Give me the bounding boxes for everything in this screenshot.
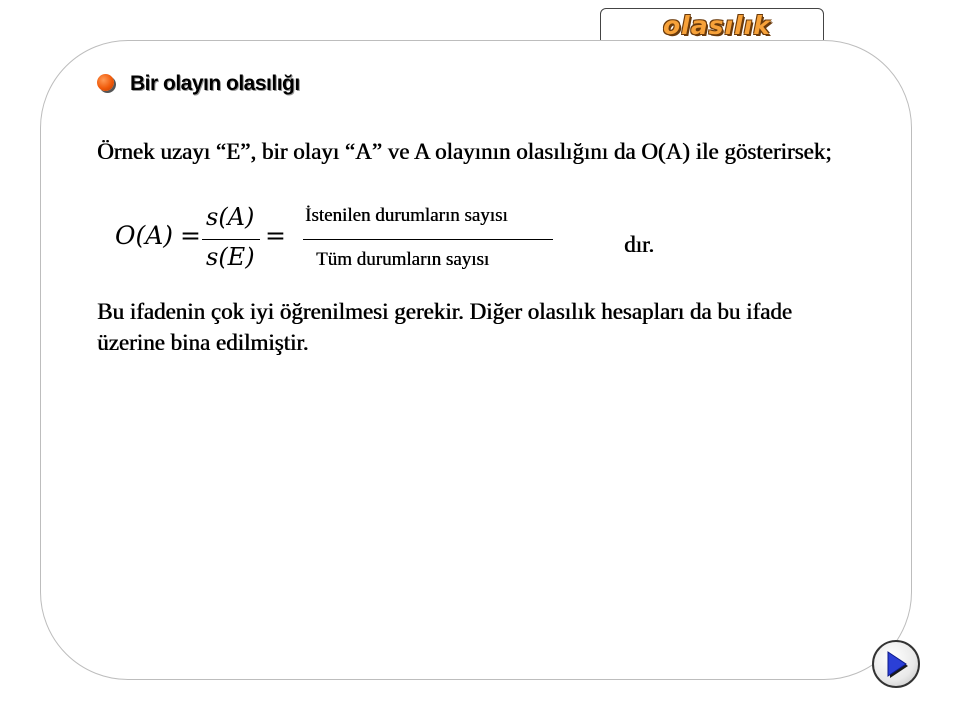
- next-slide-button[interactable]: [872, 640, 920, 688]
- formula-lhs: O(A): [115, 221, 174, 250]
- section-title: Bir olayın olasılığı: [130, 72, 300, 95]
- fraction-bar-verbal: [303, 239, 553, 240]
- fraction-denominator-verbal: Tüm durumların sayısı: [316, 249, 490, 270]
- fraction-numerator-symbolic: s(A): [206, 203, 255, 231]
- arrow-right-icon: [874, 642, 918, 686]
- formula-equals-1: =: [180, 221, 201, 250]
- formula-equals-2: =: [265, 221, 286, 250]
- bullet-icon: [97, 74, 114, 91]
- fraction-bar-symbolic: [202, 239, 260, 240]
- fraction-numerator-verbal: İstenilen durumların sayısı: [305, 205, 508, 226]
- intro-paragraph: Örnek uzayı “E”, bir olayı “A” ve A olayının olasılığını da O(A) ile gösterirsek;: [97, 139, 832, 164]
- fraction-denominator-symbolic: s(E): [206, 243, 255, 271]
- formula-suffix: dır.: [624, 232, 655, 257]
- note-paragraph: Bu ifadenin çok iyi öğrenilmesi gerekir. Diğer olasılık hesapları da bu ifade üzerine bina edilmiştir.: [97, 299, 792, 355]
- topic-badge-label: olasılık: [663, 11, 771, 40]
